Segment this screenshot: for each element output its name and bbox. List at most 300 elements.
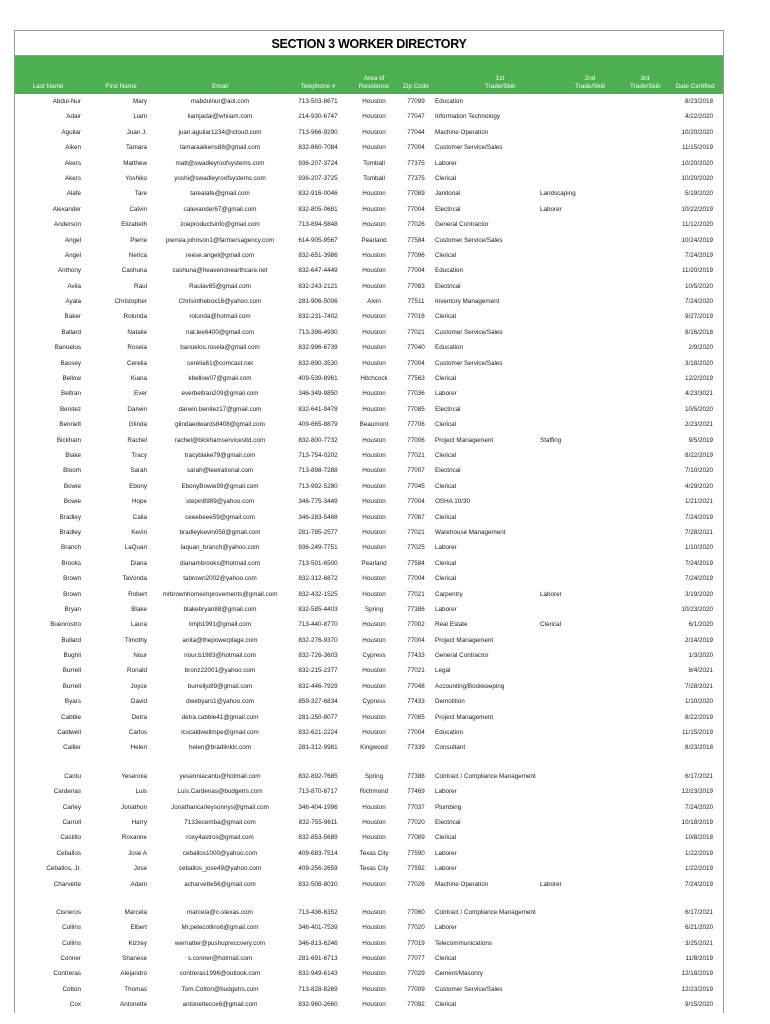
cell-date-certified: 6/1/2020 xyxy=(688,621,713,629)
table-row xyxy=(15,340,723,355)
cell-telephone: 832-432-1525 xyxy=(298,590,338,598)
cell-email: detra.cabble41@gmail.com xyxy=(181,713,259,721)
cell-residence: Kingwood xyxy=(360,744,388,752)
table-row xyxy=(15,663,723,678)
table-row xyxy=(15,417,723,432)
header-email: Email xyxy=(212,83,228,90)
cell-date-certified: 4/23/3021 xyxy=(684,390,713,398)
cell-zip: 77004 xyxy=(407,144,425,152)
cell-email: calexander67@gmail.com xyxy=(183,205,257,213)
cell-email: antonettecox6@gmail.com xyxy=(182,1001,258,1009)
cell-trade3 xyxy=(610,433,660,448)
cell-telephone: 832-800-7732 xyxy=(298,436,338,444)
cell-telephone: 832-960-2660 xyxy=(298,1001,338,1009)
cell-zip: 77044 xyxy=(407,128,425,136)
cell-residence: Houston xyxy=(362,880,386,888)
cell-zip: 77375 xyxy=(407,159,425,167)
cell-trade3 xyxy=(610,740,660,755)
cell-trade2 xyxy=(540,463,610,478)
cell-trade1: Clerical xyxy=(435,482,456,490)
cell-trade1: Clerical xyxy=(435,834,456,842)
cell-trade3 xyxy=(610,356,660,371)
cell-date-certified: 6/17/2021 xyxy=(684,908,713,916)
cell-last-name: Alexander xyxy=(52,205,81,213)
cell-email: 7133ecemba@gmail.com xyxy=(184,818,256,826)
cell-last-name: Ceballos, Jr. xyxy=(46,865,81,873)
cell-trade1: Inventory Management xyxy=(435,298,500,306)
cell-residence: Houston xyxy=(362,251,386,259)
table-row xyxy=(15,233,723,248)
cell-telephone: 346-813-6246 xyxy=(298,939,338,947)
cell-trade3 xyxy=(610,494,660,509)
cell-residence: Houston xyxy=(362,436,386,444)
cell-email: liamjadai@whiiam.com xyxy=(187,113,253,121)
cell-telephone: 713-503-8671 xyxy=(298,98,338,105)
cell-residence: Houston xyxy=(362,834,386,842)
cell-date-certified: 1/3/2020 xyxy=(688,652,713,660)
cell-zip: 77047 xyxy=(407,113,425,121)
cell-trade2 xyxy=(540,217,610,232)
cell-last-name: Bowie xyxy=(63,498,81,506)
cell-trade3 xyxy=(610,830,660,845)
cell-telephone: 409-683-7514 xyxy=(298,849,338,857)
cell-trade2 xyxy=(540,556,610,571)
cell-residence: Texas City xyxy=(359,849,389,857)
header-zip: Zip Code xyxy=(403,83,429,90)
cell-email: dwebyars1@yahoo.com xyxy=(186,698,254,706)
cell-last-name: Burrell xyxy=(62,667,81,675)
header-trade2-line2: Trade/Skill xyxy=(575,83,605,90)
header-residence-line1: Area of xyxy=(363,75,385,82)
cell-trade1: Electrical xyxy=(435,282,461,290)
cell-first-name: Joyce xyxy=(130,682,147,690)
cell-residence: Houston xyxy=(362,939,386,947)
cell-first-name: Thomas xyxy=(124,985,147,993)
cell-trade3 xyxy=(610,540,660,555)
cell-email: dianambrooks@hotmail.com xyxy=(180,559,260,567)
cell-trade2 xyxy=(540,125,610,140)
cell-residence: Tomball xyxy=(363,159,385,167)
cell-trade2: Laborer xyxy=(540,880,562,888)
cell-date-certified: 6/21/2020 xyxy=(684,924,713,932)
table-row xyxy=(15,433,723,448)
cell-email: wernatter@pushupreccvery.com xyxy=(174,939,266,947)
cell-trade2 xyxy=(540,905,610,920)
cell-date-certified: 10/5/2020 xyxy=(684,405,713,413)
table-row xyxy=(15,800,723,815)
cell-last-name: Bassey xyxy=(60,359,81,367)
cell-first-name: Marcela xyxy=(124,908,147,916)
cell-last-name: Alafe xyxy=(66,190,81,198)
cell-trade2: Laborer xyxy=(540,205,562,213)
cell-zip: 77037 xyxy=(407,803,425,811)
table-row xyxy=(15,309,723,324)
cell-trade1: Laborer xyxy=(435,788,457,796)
cell-email: nour.b1983@hotmail.com xyxy=(184,652,256,660)
table-row xyxy=(15,525,723,540)
cell-last-name: Brown xyxy=(63,590,81,598)
cell-first-name: Rachel xyxy=(127,436,147,444)
cell-date-certified: 11/15/2019 xyxy=(681,729,713,737)
cell-trade3 xyxy=(610,248,660,263)
cell-trade2 xyxy=(540,769,610,784)
cell-last-name: Aiken xyxy=(65,144,81,152)
cell-residence: Houston xyxy=(362,128,386,136)
cell-date-certified: 8/22/2019 xyxy=(684,451,713,459)
cell-residence: Houston xyxy=(362,713,386,721)
cell-first-name: Rolunda xyxy=(123,313,147,321)
cell-zip: 77085 xyxy=(407,713,425,721)
cell-trade1: Electrical xyxy=(435,467,461,475)
cell-trade3 xyxy=(610,679,660,694)
cell-telephone: 281-312-9981 xyxy=(298,744,338,752)
cell-trade2: Landscaping xyxy=(540,190,576,198)
cell-first-name: Carlos xyxy=(128,729,147,737)
table-row xyxy=(15,966,723,981)
cell-trade2 xyxy=(540,109,610,124)
cell-residence: Houston xyxy=(362,590,386,598)
cell-zip: 77060 xyxy=(407,908,425,916)
cell-email: glindaedwards8408@gmail.com xyxy=(175,421,265,429)
cell-trade3 xyxy=(610,920,660,935)
cell-trade2 xyxy=(540,951,610,966)
cell-trade3 xyxy=(610,694,660,709)
cell-trade2 xyxy=(540,525,610,540)
cell-first-name: Tamara xyxy=(126,144,147,152)
cell-zip: 77020 xyxy=(407,818,425,826)
cell-telephone: 713-966-9290 xyxy=(298,128,338,136)
table-row xyxy=(15,386,723,401)
table-row xyxy=(15,830,723,845)
cell-residence: Houston xyxy=(362,803,386,811)
cell-residence: Houston xyxy=(362,528,386,536)
cell-email: burrelljo89@gmail.com xyxy=(187,682,253,690)
cell-trade1: Clerical xyxy=(435,421,456,429)
cell-residence: Pearland xyxy=(361,236,387,244)
cell-trade2 xyxy=(540,279,610,294)
table-row xyxy=(15,494,723,509)
cell-date-certified: 9/5/2019 xyxy=(688,436,713,444)
table-row xyxy=(15,877,723,892)
cell-telephone: 713-501-6500 xyxy=(298,559,338,567)
cell-email: rolunda@hotmail.com xyxy=(189,313,251,321)
cell-email: s.conner@hotmail.com xyxy=(187,955,253,963)
cell-date-certified: 10/20/2020 xyxy=(681,174,713,182)
cell-email: roxy4astros@gmail.com xyxy=(186,834,254,842)
cell-telephone: 832-755-9611 xyxy=(298,818,338,826)
cell-telephone: 832-805-0681 xyxy=(298,205,338,213)
cell-first-name: David xyxy=(130,698,147,706)
table-row xyxy=(15,951,723,966)
cell-zip: 77045 xyxy=(407,482,425,490)
cell-telephone: 214-930-6747 xyxy=(298,113,338,121)
cell-trade1: Electrical xyxy=(435,205,461,213)
cell-trade1: Consultant xyxy=(435,744,466,752)
cell-trade3 xyxy=(610,602,660,617)
cell-date-certified: 10/8/2018 xyxy=(684,834,713,842)
cell-trade3 xyxy=(610,186,660,201)
cell-trade2 xyxy=(540,171,610,186)
cell-last-name: Adair xyxy=(66,113,81,121)
cell-date-certified: 4/29/2020 xyxy=(684,482,713,490)
cell-date-certified: 8/22/2019 xyxy=(684,713,713,721)
cell-date-certified: 1/10/2020 xyxy=(684,698,713,706)
cell-email: ceeebeee59@gmail.com xyxy=(185,513,255,521)
table-row xyxy=(15,587,723,602)
cell-residence: Houston xyxy=(362,313,386,321)
table-row xyxy=(15,294,723,309)
cell-date-certified: 7/24/2019 xyxy=(684,559,713,567)
cell-email: ceballos1000@yahoo.com xyxy=(182,849,258,857)
cell-date-certified: 7/24/2019 xyxy=(684,251,713,259)
cell-email: anita@thepowerplage.com xyxy=(182,636,258,644)
cell-date-certified: 10/20/2020 xyxy=(681,159,713,167)
cell-trade2 xyxy=(540,479,610,494)
cell-first-name: Kevin xyxy=(131,528,147,536)
cell-email: EbonyBowie99@gmail.com xyxy=(181,482,259,490)
cell-residence: Houston xyxy=(362,970,386,978)
cell-email: pierrea.johnson1@farmersagency.com xyxy=(165,236,275,244)
cell-zip: 77089 xyxy=(407,190,425,198)
cell-trade1: Electrical xyxy=(435,818,461,826)
cell-trade3 xyxy=(610,997,660,1012)
cell-zip: 77089 xyxy=(407,834,425,842)
cell-date-certified: 11/20/2019 xyxy=(681,267,713,275)
cell-first-name: Yoshiko xyxy=(125,174,147,182)
cell-zip: 77002 xyxy=(407,621,425,629)
cell-trade3 xyxy=(610,648,660,663)
cell-first-name: Detra xyxy=(131,713,147,721)
cell-last-name: Callier xyxy=(63,744,81,752)
cell-trade1: Project Management xyxy=(435,713,494,721)
cell-first-name: Kizzey xyxy=(128,939,147,947)
cell-zip: 77048 xyxy=(407,682,425,690)
cell-email: sarah@leelrational.com xyxy=(186,467,254,475)
cell-email: banuelos.rosela@gmail.com xyxy=(180,344,260,352)
cell-trade2 xyxy=(540,325,610,340)
header-residence xyxy=(351,75,397,91)
header-trade1 xyxy=(455,75,545,91)
cell-telephone: 346-775-3449 xyxy=(298,498,338,506)
cell-trade1: Customer Service/Sales xyxy=(435,985,503,993)
cell-trade3 xyxy=(610,263,660,278)
table-row xyxy=(15,171,723,186)
cell-trade2 xyxy=(540,997,610,1012)
header-residence-line2: Residence xyxy=(358,83,390,90)
cell-last-name: Cox xyxy=(69,1001,81,1009)
cell-trade3 xyxy=(610,966,660,981)
cell-date-certified: 12/23/2019 xyxy=(681,985,713,993)
cell-date-certified: 7/28/2021 xyxy=(684,528,713,536)
cell-trade1: Education xyxy=(435,267,464,275)
cell-date-certified: 12/18/2019 xyxy=(681,970,713,978)
cell-first-name: Liam xyxy=(133,113,147,121)
cell-zip: 77040 xyxy=(407,344,425,352)
cell-last-name: Baker xyxy=(64,313,81,321)
cell-date-certified: 1/21/2021 xyxy=(684,498,713,506)
cell-trade3 xyxy=(610,815,660,830)
cell-trade2 xyxy=(540,725,610,740)
cell-email: Raulav85@gmail.com xyxy=(189,282,251,290)
cell-trade3 xyxy=(610,309,660,324)
cell-zip: 77004 xyxy=(407,636,425,644)
cell-telephone: 832-853-5689 xyxy=(298,834,338,842)
cell-trade2 xyxy=(540,309,610,324)
cell-zip: 77511 xyxy=(407,298,425,306)
cell-trade3 xyxy=(610,725,660,740)
cell-trade1: Clerical xyxy=(435,375,456,383)
cell-telephone: 832-949-6143 xyxy=(298,970,338,978)
table-row xyxy=(15,94,723,109)
cell-first-name: Nerica xyxy=(128,251,147,259)
cell-last-name: Cisneros xyxy=(56,908,81,916)
cell-trade1: Accounting/Bookkeeping xyxy=(435,682,505,690)
cell-trade3 xyxy=(610,109,660,124)
cell-email: tarealafe@gmail.com xyxy=(190,190,250,198)
cell-last-name: Castillo xyxy=(60,834,81,842)
cell-last-name: Bellow xyxy=(62,375,81,383)
cell-telephone: 713-396-4930 xyxy=(298,328,338,336)
table-row xyxy=(15,920,723,935)
directory-sheet xyxy=(14,30,724,1013)
cell-trade3 xyxy=(610,510,660,525)
cell-trade3 xyxy=(610,217,660,232)
cell-email: bronz22001@yahoo.com xyxy=(184,667,256,675)
table-row xyxy=(15,571,723,586)
cell-date-certified: 2/9/2020 xyxy=(688,344,713,352)
table-row xyxy=(15,140,723,155)
cell-trade2 xyxy=(540,140,610,155)
table-row xyxy=(15,861,723,876)
cell-telephone: 346-283-5468 xyxy=(298,513,338,521)
table-row xyxy=(15,602,723,617)
cell-zip: 77077 xyxy=(407,955,425,963)
cell-residence: Tomball xyxy=(363,174,385,182)
header-trade3-line2: Trade/Skill xyxy=(630,83,660,90)
cell-zip: 77021 xyxy=(407,667,425,675)
cell-telephone: 832-860-7084 xyxy=(298,144,338,152)
cell-trade1: Education xyxy=(435,729,464,737)
cell-first-name: Alejandro xyxy=(120,970,147,978)
cell-last-name: Bryan xyxy=(64,605,81,613)
cell-email: mrbrownhomeimprovements@gmail.com xyxy=(162,590,278,598)
cell-trade2 xyxy=(540,920,610,935)
cell-trade1: Customer Service/Sales xyxy=(435,359,503,367)
cell-trade1: Contract / Compliance Management xyxy=(435,772,536,780)
cell-last-name: Ceballos xyxy=(56,849,81,857)
cell-trade1: General Contractor xyxy=(435,221,489,229)
cell-email: tamaraaikens88@gmail.com xyxy=(180,144,260,152)
table-row xyxy=(15,186,723,201)
cell-telephone: 832-585-4403 xyxy=(298,605,338,613)
cell-telephone: 713-436-6352 xyxy=(298,908,338,916)
cell-telephone: 346-401-7539 xyxy=(298,924,338,932)
table-row xyxy=(15,710,723,725)
cell-last-name: Bullard xyxy=(61,636,81,644)
cell-trade3 xyxy=(610,417,660,432)
cell-last-name: Aguilar xyxy=(61,128,81,136)
table-row xyxy=(15,217,723,232)
header-first-name: First Name xyxy=(105,83,137,90)
cell-zip: 77026 xyxy=(407,880,425,888)
cell-email: juan.aguilar1234@icloud.com xyxy=(178,128,262,136)
cell-email: marcela@c-stexas.com xyxy=(187,908,253,916)
cell-trade1: Janitorial xyxy=(435,190,461,198)
cell-trade3 xyxy=(610,294,660,309)
cell-telephone: 936-207-3724 xyxy=(298,159,338,167)
cell-residence: Houston xyxy=(362,636,386,644)
cell-first-name: Ever xyxy=(134,390,147,398)
table-row xyxy=(15,510,723,525)
cell-residence: Houston xyxy=(362,575,386,583)
cell-trade1: Clerical xyxy=(435,251,456,259)
cell-email: laquan_branch@yahoo.com xyxy=(180,544,260,552)
cell-zip: 77584 xyxy=(407,559,425,567)
cell-trade3 xyxy=(610,125,660,140)
cell-residence: Houston xyxy=(362,98,386,105)
table-row xyxy=(15,725,723,740)
cell-trade3 xyxy=(610,951,660,966)
cell-date-certified: 7/24/2019 xyxy=(684,575,713,583)
cell-date-certified: 12/23/2019 xyxy=(681,788,713,796)
table-row xyxy=(15,740,723,755)
cell-last-name: Brown xyxy=(63,575,81,583)
cell-last-name: Cardenas xyxy=(53,788,81,796)
cell-trade1: Clerical xyxy=(435,313,456,321)
cell-residence: Spring xyxy=(364,772,384,780)
cell-trade1: Customer Service/Sales xyxy=(435,236,503,244)
cell-trade1: Customer Service/Sales xyxy=(435,328,503,336)
cell-first-name: Kiana xyxy=(130,375,147,383)
cell-zip: 77009 xyxy=(407,985,425,993)
cell-telephone: 859-327-6834 xyxy=(298,698,338,706)
cell-zip: 77083 xyxy=(407,282,425,290)
cell-email: tracyblake79@gmail.com xyxy=(184,451,256,459)
table-row xyxy=(15,248,723,263)
cell-email: cashuna@heavenonearthcare.net xyxy=(172,267,268,275)
cell-zip: 77004 xyxy=(407,267,425,275)
cell-residence: Houston xyxy=(362,544,386,552)
table-row xyxy=(15,356,723,371)
cell-first-name: Helen xyxy=(130,744,147,752)
cell-last-name: Cantu xyxy=(64,772,81,780)
header-trade2-line1: 2nd xyxy=(584,75,596,82)
cell-telephone: 832-647-4449 xyxy=(298,267,338,275)
cell-trade3 xyxy=(610,202,660,217)
cell-last-name: Akers xyxy=(64,159,81,167)
cell-telephone: 832-446-7929 xyxy=(298,682,338,690)
header-last-name: Last Name xyxy=(32,83,64,90)
cell-trade3 xyxy=(610,784,660,799)
cell-trade1: Clerical xyxy=(435,1001,456,1009)
cell-last-name: Bickham xyxy=(56,436,81,444)
cell-telephone: 832-996-6739 xyxy=(298,344,338,352)
cell-trade3 xyxy=(610,325,660,340)
table-row xyxy=(15,815,723,830)
cell-zip: 77087 xyxy=(407,513,425,521)
cell-telephone: 832-312-6872 xyxy=(298,575,338,583)
header-trade1-line2: Trade/Skill xyxy=(485,83,515,90)
cell-trade2 xyxy=(540,800,610,815)
cell-first-name: Juan J. xyxy=(126,128,147,136)
cell-trade1: Clerical xyxy=(435,451,456,459)
cell-date-certified: 2/14/2019 xyxy=(684,636,713,644)
cell-first-name: Ronald xyxy=(127,667,147,675)
cell-last-name: Cabble xyxy=(61,713,81,721)
cell-date-certified: 9/27/2019 xyxy=(684,313,713,321)
cell-last-name: Carley xyxy=(62,803,81,811)
cell-trade1: Laborer xyxy=(435,924,457,932)
